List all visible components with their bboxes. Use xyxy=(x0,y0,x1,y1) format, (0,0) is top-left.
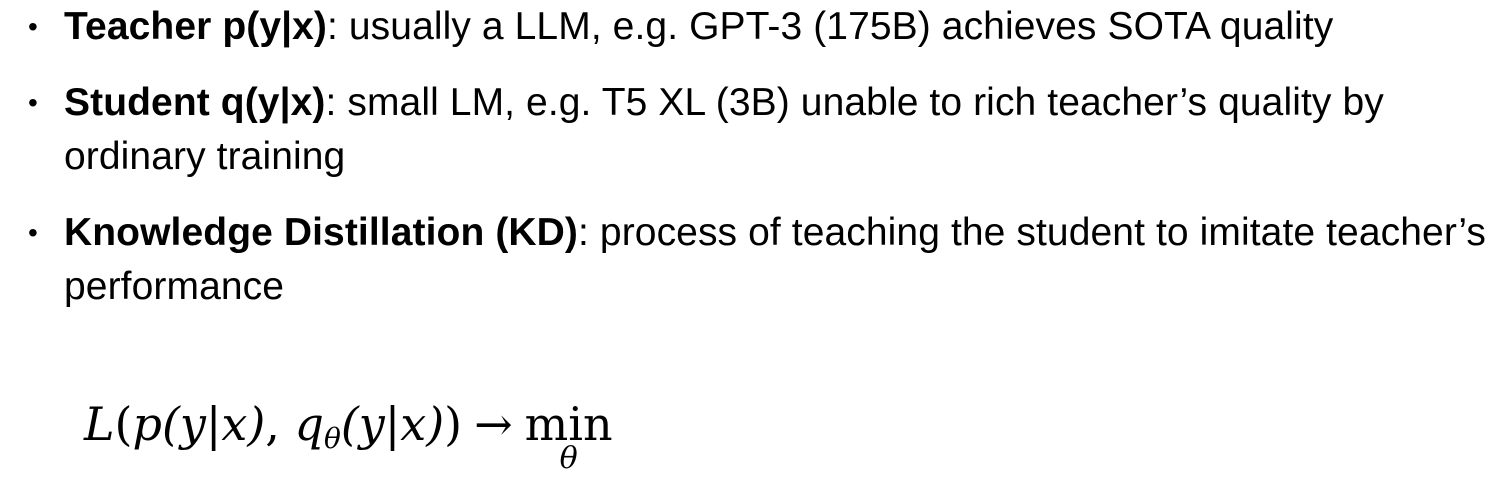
bullet-knowledge-distillation xyxy=(28,206,1488,314)
bullet-text: : process of teaching the student to imitate teacher’s performance xyxy=(64,211,1487,308)
bullet-marker: • xyxy=(28,87,38,118)
bullet-term: Student q(y|x) xyxy=(64,81,326,124)
kd-loss-formula xyxy=(84,392,613,476)
formula-q-func: q xyxy=(294,397,324,451)
bullet-student xyxy=(28,76,1488,184)
formula-open-paren: ( xyxy=(114,397,133,451)
formula-min-subscript: θ xyxy=(559,441,578,476)
formula-q-subscript: θ xyxy=(323,422,341,455)
formula-p-args: (y|x) xyxy=(161,397,266,451)
formula-close-paren: ) xyxy=(444,397,463,451)
formula-arrow: → xyxy=(474,397,513,451)
bullet-term: Teacher p(y|x) xyxy=(64,5,328,48)
formula-comma: , xyxy=(265,397,280,451)
formula-min-word: min xyxy=(524,397,613,451)
bullet-teacher xyxy=(28,0,1488,54)
bullet-list xyxy=(28,0,1488,314)
bullet-text: : usually a LLM, e.g. GPT-3 (175B) achieves SOTA quality xyxy=(327,5,1334,48)
bullet-text: : small LM, e.g. T5 XL (3B) unable to rich teacher’s quality by ordinary training xyxy=(64,81,1384,178)
formula-q-args: (y|x) xyxy=(340,397,445,451)
bullet-marker: • xyxy=(28,217,38,248)
formula-min-operator xyxy=(524,392,613,476)
formula-p-func: p xyxy=(132,397,162,451)
formula-loss-symbol: L xyxy=(84,397,115,451)
bullet-marker: • xyxy=(28,11,38,42)
bullet-term: Knowledge Distillation (KD) xyxy=(64,211,579,254)
